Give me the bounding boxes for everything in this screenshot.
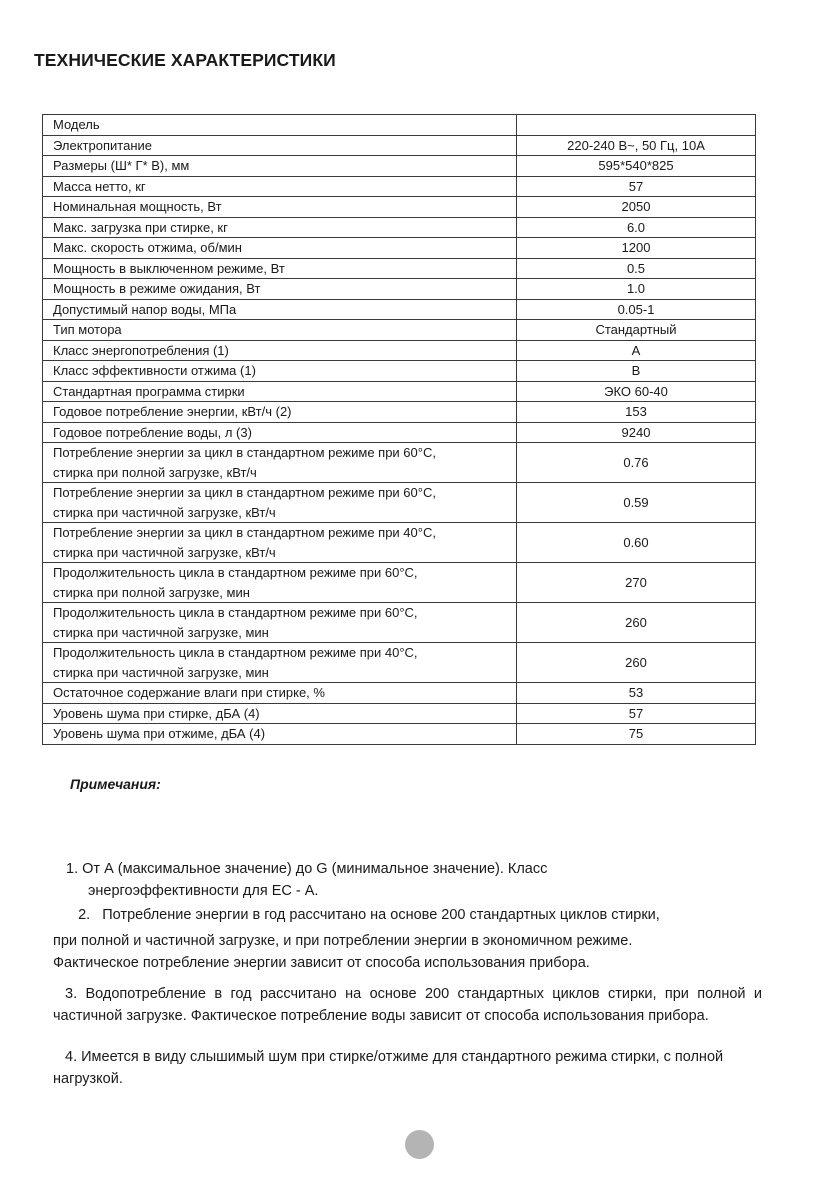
spec-label-line: Модель [53, 117, 100, 132]
spec-value: ЭКО 60-40 [517, 381, 756, 402]
spec-label-line: Мощность в режиме ожидания, Вт [53, 281, 261, 296]
spec-value [517, 115, 756, 136]
spec-value: 153 [517, 402, 756, 423]
spec-value: 0.76 [517, 443, 756, 483]
spec-row [43, 156, 756, 177]
spec-row [43, 217, 756, 238]
spec-label [43, 176, 517, 197]
note-2-line-1: 2. Потребление энергии в год рассчитано на основе 200 стандартных циклов стирки, [66, 907, 660, 923]
spec-label [43, 703, 517, 724]
note-4: 4. Имеется в виду слышимый шум при стирке/отжиме для стандартного режима стирки, с полной нагрузкой. [53, 1049, 724, 1087]
spec-row [43, 402, 756, 423]
spec-row [43, 361, 756, 382]
spec-row [43, 381, 756, 402]
spec-label [43, 422, 517, 443]
spec-value: 0.05-1 [517, 299, 756, 320]
spec-value: 0.60 [517, 523, 756, 563]
spec-label-line: Электропитание [53, 137, 152, 153]
spec-row [43, 238, 756, 259]
spec-label [43, 724, 517, 745]
spec-row [43, 197, 756, 218]
spec-label [43, 320, 517, 341]
note-2-continued [53, 930, 763, 974]
note-1-line-2: энергоэффективности для ЕС - А. [88, 883, 319, 899]
spec-label-line: Стандартная программа стирки [53, 383, 245, 399]
spec-row [43, 483, 756, 523]
spec-label [43, 523, 517, 563]
spec-label-line: Мощность в выключенном режиме, Вт [53, 260, 285, 276]
spec-label [43, 299, 517, 320]
spec-value: 260 [517, 643, 756, 683]
spec-label-line: Номинальная мощность, Вт [53, 199, 222, 214]
spec-label-line: Потребление энергии за цикл в стандартном режиме при 40°С, [53, 525, 436, 540]
spec-row [43, 135, 756, 156]
spec-row [43, 523, 756, 563]
spec-value: 57 [517, 703, 756, 724]
spec-row [43, 279, 756, 300]
spec-label-line: Годовое потребление воды, л (3) [53, 424, 252, 440]
spec-label-line: Класс эффективности отжима (1) [53, 363, 256, 378]
spec-value: 9240 [517, 422, 756, 443]
spec-label [43, 238, 517, 259]
spec-label [43, 683, 517, 704]
spec-label [43, 483, 517, 523]
spec-value: A [517, 340, 756, 361]
spec-row [43, 724, 756, 745]
note-3: 3. Водопотребление в год рассчитано на основе 200 стандартных циклов стирки, при полной и частичной загрузке. Фактическое потребление воды зависит от способа использования прибора. [53, 986, 762, 1024]
spec-value: 595*540*825 [517, 156, 756, 177]
spec-value: 220-240 В~, 50 Гц, 10А [517, 135, 756, 156]
spec-label-line: стирка при полной загрузке, кВт/ч [53, 464, 257, 480]
spec-row [43, 683, 756, 704]
spec-label [43, 115, 517, 136]
note-1-line-1: 1. От А (максимальное значение) до G (минимальное значение). Класс [66, 861, 548, 877]
specs-table [42, 114, 756, 745]
spec-label-line: Продолжительность цикла в стандартном режиме при 60°С, [53, 605, 418, 620]
spec-label-line: Макс. загрузка при стирке, кг [53, 219, 228, 235]
spec-label [43, 563, 517, 603]
spec-label-line: стирка при частичной загрузке, мин [53, 664, 269, 680]
spec-label [43, 217, 517, 238]
spec-row [43, 176, 756, 197]
spec-label-line: Класс энергопотребления (1) [53, 342, 229, 358]
spec-label [43, 340, 517, 361]
spec-value: Стандартный [517, 320, 756, 341]
spec-label-line: стирка при частичной загрузке, мин [53, 624, 269, 640]
spec-label-line: Уровень шума при стирке, дБА (4) [53, 705, 260, 721]
spec-row [43, 115, 756, 136]
page-number-marker [405, 1130, 434, 1159]
spec-value: 6.0 [517, 217, 756, 238]
spec-value: 260 [517, 603, 756, 643]
spec-label [43, 279, 517, 300]
spec-label [43, 135, 517, 156]
spec-row [43, 320, 756, 341]
spec-row [43, 340, 756, 361]
spec-label-line: Допустимый напор воды, МПа [53, 301, 237, 317]
spec-row [43, 703, 756, 724]
spec-label [43, 381, 517, 402]
spec-label-line: стирка при частичной загрузке, кВт/ч [53, 504, 276, 520]
spec-label [43, 402, 517, 423]
spec-label [43, 258, 517, 279]
spec-value: 0.59 [517, 483, 756, 523]
spec-value: 2050 [517, 197, 756, 218]
spec-label-line: Уровень шума при отжиме, дБА (4) [53, 726, 266, 741]
spec-value: B [517, 361, 756, 382]
spec-value: 53 [517, 683, 756, 704]
spec-label [43, 603, 517, 643]
notes-heading: Примечания: [70, 776, 161, 792]
page-title: ТЕХНИЧЕСКИЕ ХАРАКТЕРИСТИКИ [34, 50, 336, 70]
spec-value: 75 [517, 724, 756, 745]
spec-label-line: Потребление энергии за цикл в стандартном режиме при 60°С, [53, 445, 436, 460]
spec-value: 0.5 [517, 258, 756, 279]
spec-value: 1200 [517, 238, 756, 259]
spec-label-line: Размеры (Ш* Г* В), мм [53, 158, 190, 173]
spec-row [43, 563, 756, 603]
spec-label [43, 197, 517, 218]
spec-row [43, 643, 756, 683]
spec-label [43, 443, 517, 483]
spec-row [43, 603, 756, 643]
spec-label-line: стирка при полной загрузке, мин [53, 584, 250, 600]
note-2-line-3: Фактическое потребление энергии зависит от способа использования прибора. [53, 955, 590, 971]
spec-label-line: Годовое потребление энергии, кВт/ч (2) [53, 404, 292, 419]
note-2-line-2: при полной и частичной загрузке, и при потреблении энергии в экономичном режиме. [53, 933, 633, 949]
spec-value: 57 [517, 176, 756, 197]
spec-value: 270 [517, 563, 756, 603]
spec-label-line: Макс. скорость отжима, об/мин [53, 240, 242, 255]
note-1 [66, 858, 706, 902]
spec-label-line: Тип мотора [53, 322, 122, 337]
spec-row [43, 299, 756, 320]
spec-value: 1.0 [517, 279, 756, 300]
spec-label-line: Потребление энергии за цикл в стандартном режиме при 60°С, [53, 485, 436, 500]
spec-label-line: Продолжительность цикла в стандартном режиме при 40°С, [53, 645, 418, 660]
spec-label [43, 156, 517, 177]
spec-label [43, 643, 517, 683]
spec-row [43, 422, 756, 443]
spec-label [43, 361, 517, 382]
spec-row [43, 443, 756, 483]
spec-label-line: стирка при частичной загрузке, кВт/ч [53, 544, 276, 560]
spec-label-line: Продолжительность цикла в стандартном режиме при 60°С, [53, 565, 418, 580]
spec-label-line: Остаточное содержание влаги при стирке, % [53, 685, 325, 700]
spec-row [43, 258, 756, 279]
spec-label-line: Масса нетто, кг [53, 178, 146, 194]
